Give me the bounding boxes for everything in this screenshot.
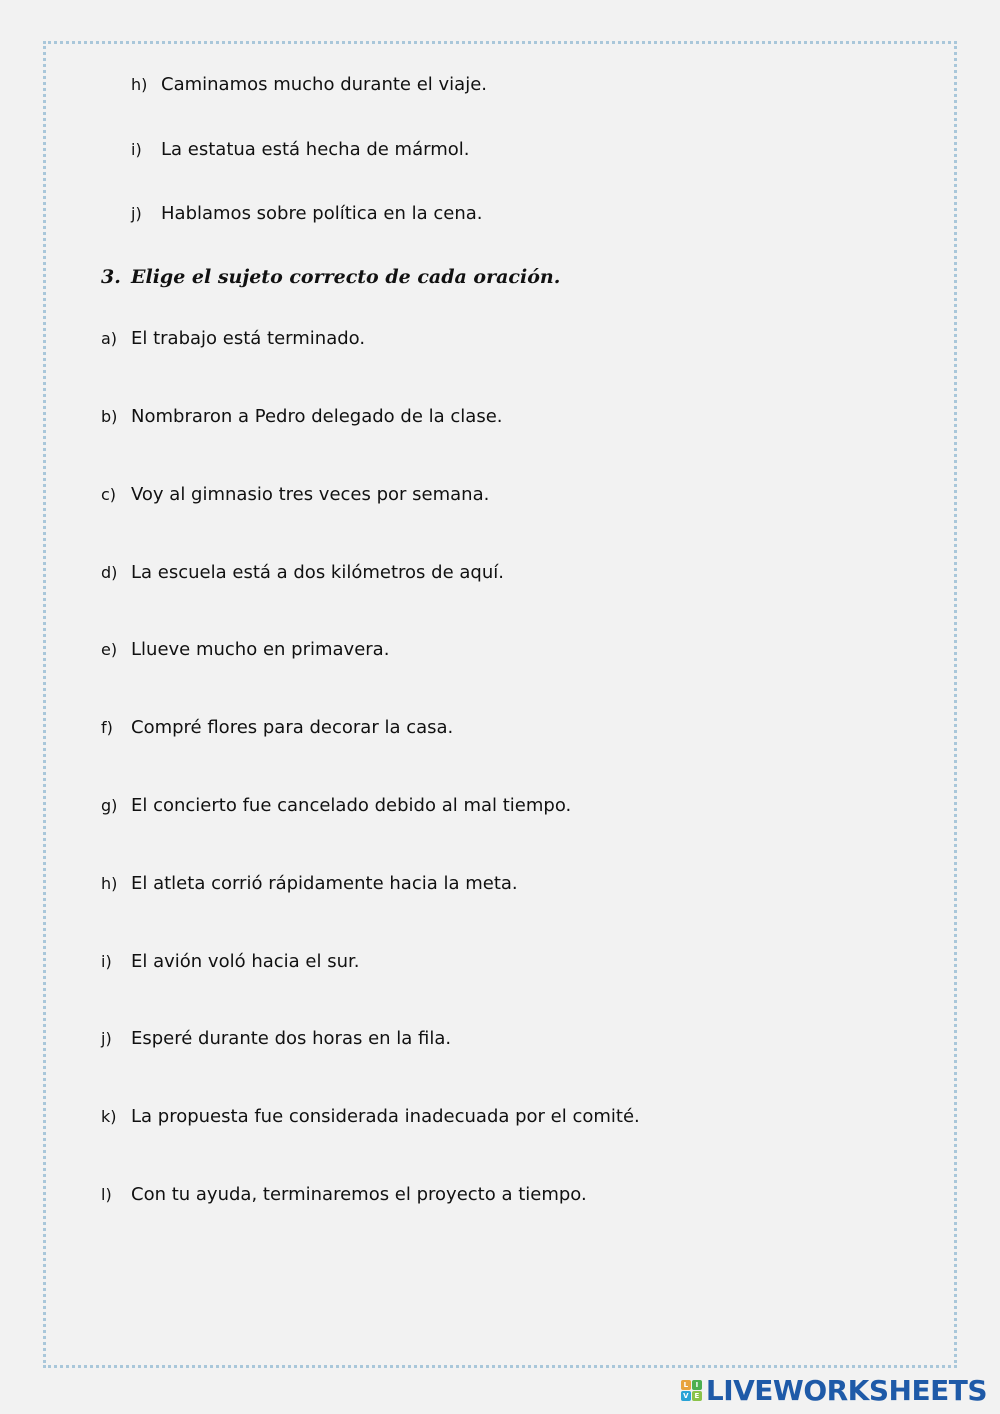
logo-square-e: E bbox=[692, 1391, 702, 1401]
item-letter: c) bbox=[101, 485, 117, 504]
exercise-item-b bbox=[101, 406, 503, 428]
exercise-item-f bbox=[101, 717, 453, 739]
exercise-item-l bbox=[101, 1184, 587, 1206]
item-letter: d) bbox=[101, 563, 118, 582]
exercise-item-c bbox=[101, 484, 489, 506]
item-text: Nombraron a Pedro delegado de la clase. bbox=[131, 406, 503, 427]
exercise-title: Elige el sujeto correcto de cada oración. bbox=[131, 266, 561, 288]
item-text: El avión voló hacia el sur. bbox=[131, 951, 360, 972]
item-letter: i) bbox=[101, 952, 112, 971]
brand-name: LIVEWORKSHEETS bbox=[705, 1373, 987, 1407]
item-letter: h) bbox=[101, 874, 118, 893]
exercise-number: 3. bbox=[101, 266, 121, 288]
item-letter: e) bbox=[101, 640, 118, 659]
item-text: Voy al gimnasio tres veces por semana. bbox=[131, 484, 490, 505]
item-letter: j) bbox=[131, 204, 142, 223]
item-text: La estatua está hecha de mármol. bbox=[161, 139, 470, 160]
liveworksheets-brand[interactable] bbox=[681, 1373, 987, 1407]
exercise-heading bbox=[101, 266, 560, 288]
logo-square-v: V bbox=[681, 1391, 691, 1401]
item-text: Llueve mucho en primavera. bbox=[131, 639, 390, 660]
item-letter: j) bbox=[101, 1029, 112, 1048]
liveworksheets-logo-icon bbox=[681, 1380, 702, 1401]
item-text: El concierto fue cancelado debido al mal tiempo. bbox=[131, 795, 572, 816]
prev-item-h bbox=[131, 74, 487, 96]
item-text: Caminamos mucho durante el viaje. bbox=[161, 74, 488, 95]
item-text: La propuesta fue considerada inadecuada por el comité. bbox=[131, 1106, 640, 1127]
prev-item-j bbox=[131, 203, 483, 225]
item-letter: f) bbox=[101, 718, 113, 737]
item-text: La escuela está a dos kilómetros de aquí. bbox=[131, 562, 504, 583]
logo-square-l: L bbox=[681, 1380, 691, 1390]
item-letter: b) bbox=[101, 407, 118, 426]
item-letter: a) bbox=[101, 329, 118, 348]
exercise-item-j bbox=[101, 1028, 451, 1050]
item-letter: k) bbox=[101, 1107, 117, 1126]
item-text: Hablamos sobre política en la cena. bbox=[161, 203, 483, 224]
item-text: Compré flores para decorar la casa. bbox=[131, 717, 454, 738]
exercise-item-g bbox=[101, 795, 571, 817]
item-text: Con tu ayuda, terminaremos el proyecto a tiempo. bbox=[131, 1184, 587, 1205]
exercise-item-d bbox=[101, 562, 504, 584]
page-border bbox=[43, 41, 957, 1368]
exercise-item-e bbox=[101, 639, 389, 661]
item-text: El atleta corrió rápidamente hacia la meta. bbox=[131, 873, 518, 894]
item-text: Esperé durante dos horas en la fila. bbox=[131, 1028, 452, 1049]
item-letter: h) bbox=[131, 75, 148, 94]
exercise-item-k bbox=[101, 1106, 640, 1128]
item-letter: l) bbox=[101, 1185, 112, 1204]
prev-item-i bbox=[131, 139, 469, 161]
exercise-item-i bbox=[101, 951, 359, 973]
item-letter: g) bbox=[101, 796, 118, 815]
exercise-item-a bbox=[101, 328, 365, 350]
item-letter: i) bbox=[131, 140, 142, 159]
item-text: El trabajo está terminado. bbox=[131, 328, 366, 349]
exercise-item-h bbox=[101, 873, 518, 895]
logo-square-i: I bbox=[692, 1380, 702, 1390]
